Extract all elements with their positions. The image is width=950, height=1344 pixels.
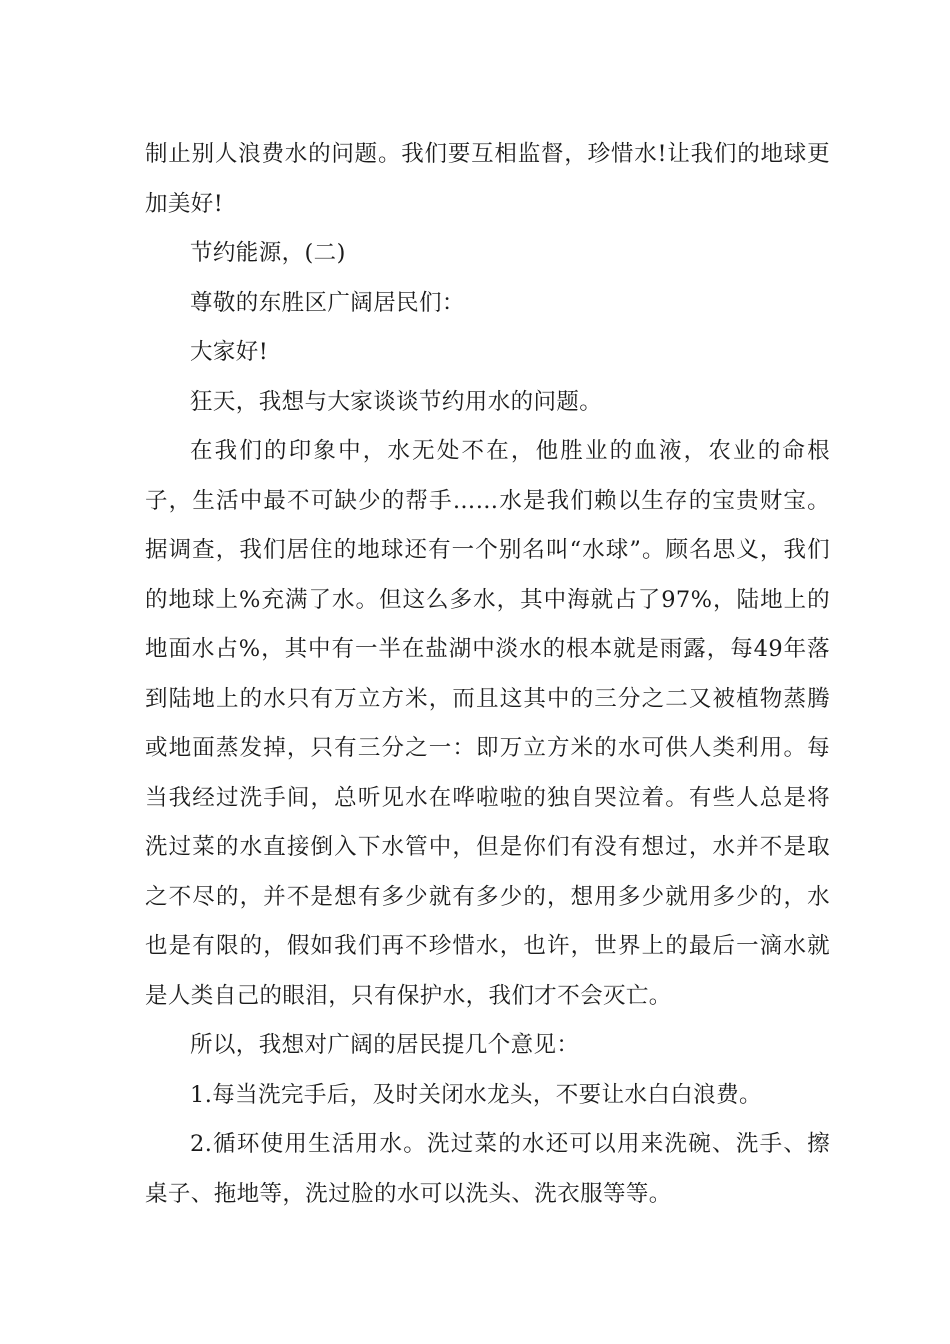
salutation: 尊敬的东胜区广阔居民们： [190,289,465,316]
suggestion-item-2: 2.循环使用生活用水。洗过菜的水还可以用来洗碗、洗手、擦桌子、拖地等，洗过脸的水可以洗头、洗衣服等等。 [145,1131,830,1207]
document-body [145,130,830,1219]
greeting: 大家好! [190,339,269,365]
suggestion-item-1: 1.每当洗完手后，及时关闭水龙头，不要让水白白浪费。 [190,1081,762,1108]
intro-paragraph: 狂天，我想与大家谈谈节约用水的问题。 [190,388,603,415]
paragraph-continuation: 制止别人浪费水的问题。我们要互相监督，珍惜水!让我们的地球更加美好! [145,141,830,217]
section-heading: 节约能源，(二) [190,240,346,266]
body-paragraph: 在我们的印象中，水无处不在，他胜业的血液，农业的命根子，生活中最不可缺少的帮手……水是我们赖以生存的宝贵财宝。据调查，我们居住的地球还有一个别名叫“水球”。顾名思义，我们的地球上%充满了水。但这么多水，其中海就占了97%，陆地上的地面水占%，其中有一半在盐湖中淡水的根本就是雨露，每49年落到陆地上的水只有万立方米，而且这其中的三分之二又被植物蒸腾或地面蒸发掉，只有三分之一：即万立方米的水可供人类利用。每当我经过洗手间，总听见水在哗啦啦的独自哭泣着。有些人总是将洗过菜的水直接倒入下水管中，但是你们有没有想过，水并不是取之不尽的，并不是想有多少就有多少的，想用多少就用多少的，水也是有限的，假如我们再不珍惜水，也许，世界上的最后一滴水就是人类自己的眼泪，只有保护水，我们才不会灭亡。 [145,438,830,1009]
suggestions-intro: 所以，我想对广阔的居民提几个意见： [190,1032,580,1058]
